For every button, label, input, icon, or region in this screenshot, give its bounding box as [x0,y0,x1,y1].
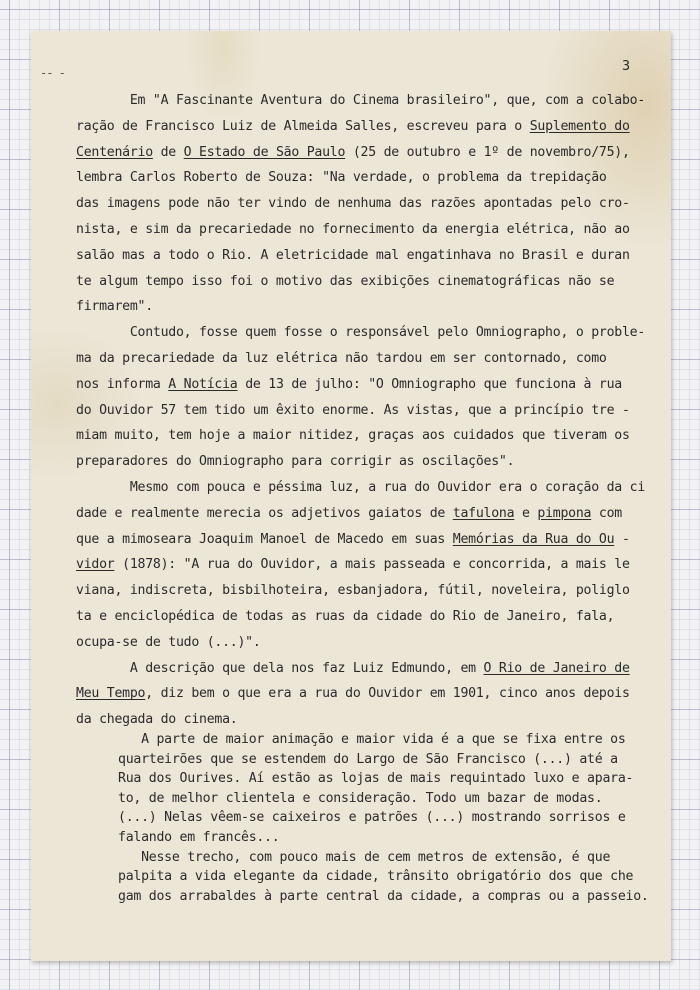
quote-line: Rua dos Ourives. Aí estão as lojas de mais requintado luxo e apara- [118,771,634,787]
text-line [76,604,636,630]
text-segment: de 13 de julho: "O Omniographo que funciona à rua [237,376,622,392]
quote-line: A parte de maior animação e maior vida é a que se fixa entre os [118,732,626,747]
text-line [76,294,636,320]
text-segment: lembra Carlos Roberto de Souza: "Na verdade, o problema da trepidação [76,170,607,186]
page-number: 3 [622,58,631,74]
underlined-title: O Estado de São Paulo [183,144,346,160]
text-line [76,656,636,682]
quote-line: to, de melhor clientela e consideração. Todo um bazar de modas. [118,790,603,806]
text-line [76,501,636,527]
text-segment: viana, indiscreta, bisbilhoteira, esbanjadora, fútil, noveleira, poliglo [76,583,630,599]
text-segment: ocupa-se de tudo (...)". [76,634,261,650]
text-line [76,552,636,578]
text-segment: - [614,531,630,547]
text-segment: das imagens pode não ter vindo de nenhuma das razões apontadas pelo cro- [76,196,630,212]
underlined-title: vidor [76,557,115,573]
text-segment: dade e realmente merecia os adjetivos gaiatos de [76,505,453,521]
text-line [76,191,636,217]
text-segment: Em "A Fascinante Aventura do Cinema brasileiro", que, com a colabo- [76,93,646,108]
text-segment: A descrição que dela nos faz Luiz Edmundo, em [76,660,484,676]
text-segment: , diz bem o que era a rua do Ouvidor em 1901, cinco anos depois [145,686,630,702]
text-line [76,578,636,604]
text-line [76,475,646,501]
text-segment: nos informa [76,376,169,392]
text-line [76,681,636,707]
text-segment: (25 de outubro e 1º de novembro/75), [345,144,630,160]
text-segment: e [514,505,538,521]
text-line [76,630,636,656]
text-line [76,165,636,191]
quote-line: Nesse trecho, com pouco mais de cem metros de extensão, é que [118,849,611,865]
text-segment: ração de Francisco Luiz de Almeida Salles, escreveu para o [76,118,530,134]
text-segment: salão mas a todo o Rio. A eletricidade mal engatinhava no Brasil e duran [76,247,630,263]
text-line [76,320,646,346]
text-segment: firmarem". [76,299,153,315]
quote-line: falando em francês... [118,829,280,845]
quote-line: palpita a vida elegante da cidade, trânsito obrigatório dos que che [118,869,634,885]
text-segment: da chegada do cinema. [76,712,238,728]
text-line [76,527,636,553]
body-text [76,88,646,733]
text-line [76,114,636,140]
text-segment: Contudo, fosse quem fosse o responsável pelo Omniographo, o proble- [76,325,646,341]
quote-line: (...) Nelas vêem-se caixeiros e patrões (...) mostrando sorrisos e [118,810,626,826]
text-line [76,346,636,372]
text-line [76,449,636,475]
text-segment: do Ouvidor 57 tem tido um êxito enorme. As vistas, que a princípio tre - [76,402,630,418]
text-segment: (1878): "A rua do Ouvidor, a mais passeada e concorrida, a mais le [114,557,630,573]
underlined-title: Meu Tempo [76,686,146,702]
underlined-title: tafulona [452,505,515,521]
text-segment: nista, e sim da precariedade no fornecimento da energia elétrica, não ao [76,221,630,237]
text-line [76,423,636,449]
text-line [76,372,636,398]
text-segment: de [152,144,184,160]
underlined-title: Centenário [76,144,153,160]
underlined-title: O Rio de Janeiro de [483,660,630,676]
text-segment: ma da precariedade da luz elétrica não tardou em ser contornado, como [76,350,607,366]
quote-line: gam dos arrabaldes à parte central da cidade, a compras ou a passeio. [118,888,649,904]
text-line [76,269,636,295]
text-line [76,217,636,243]
text-segment: te algum tempo isso foi o motivo das exibições cinematográficas não se [76,273,615,289]
text-line [76,398,636,424]
text-segment: preparadores do Omniographo para corrigir as oscilações". [76,454,515,470]
text-line [76,88,646,114]
text-segment: com [591,505,622,521]
quote-line: quarteirões que se estendem do Largo de São Francisco (...) até a [118,751,618,767]
margin-mark: -- - [40,66,65,80]
text-segment: que a mimoseara Joaquim Manoel de Macedo em suas [76,531,453,547]
underlined-title: A Notícia [168,376,238,392]
text-segment: Mesmo com pouca e péssima luz, a rua do Ouvidor era o coração da ci [76,479,646,495]
underlined-title: Memórias da Rua do Ou [452,531,615,547]
text-segment: ta e enciclopédica de todas as ruas da cidade do Rio de Janeiro, fala, [76,608,615,624]
underlined-title: pimpona [537,505,592,521]
text-line [76,243,636,269]
block-quote [118,730,648,906]
text-line [76,140,636,166]
underlined-title: Suplemento do [529,118,630,134]
text-segment: miam muito, tem hoje a maior nitidez, graças aos cuidados que tiveram os [76,428,630,444]
